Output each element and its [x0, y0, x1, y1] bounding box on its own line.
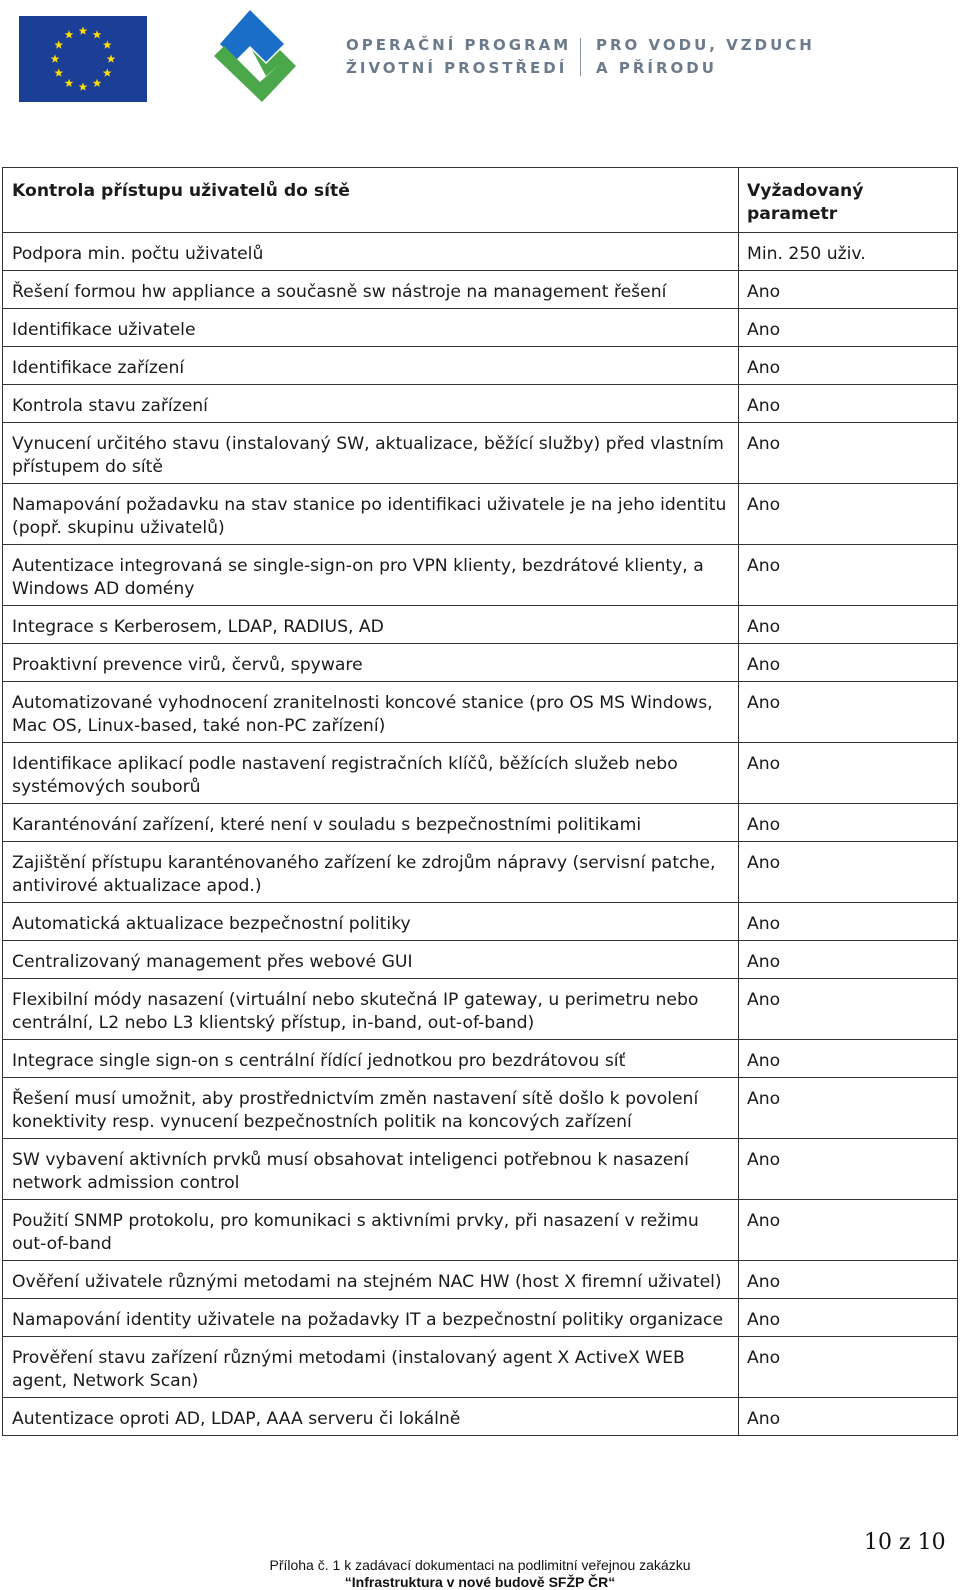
table-row [3, 941, 958, 979]
requirement-label: Řešení musí umožnit, aby prostřednictvím změn nastavení sítě došlo k povolení konektivity resp. vynucení bezpečnostních politik na koncových zařízení [3, 1078, 739, 1139]
requirement-label: Identifikace zařízení [3, 347, 739, 385]
requirement-label: Řešení formou hw appliance a současně sw nástroje na management řešení [3, 271, 739, 309]
requirement-label: Centralizovaný management přes webové GUI [3, 941, 739, 979]
table-row [3, 903, 958, 941]
requirement-label: Namapování identity uživatele na požadavky IT a bezpečnostní politiky organizace [3, 1299, 739, 1337]
eu-flag-logo [19, 16, 147, 102]
requirement-value: Ano [739, 644, 958, 682]
requirement-value: Ano [739, 309, 958, 347]
requirement-label: Prověření stavu zařízení různými metodami (instalovaný agent X ActiveX WEB agent, Network Scan) [3, 1337, 739, 1398]
requirement-label: Použití SNMP protokolu, pro komunikaci s aktivními prvky, při nasazení v režimu out-of-band [3, 1200, 739, 1261]
requirement-label: Proaktivní prevence virů, červů, spyware [3, 644, 739, 682]
requirement-value: Ano [739, 347, 958, 385]
requirement-value: Ano [739, 1299, 958, 1337]
table-row [3, 644, 958, 682]
requirement-label: Zajištění přístupu karanténovaného zařízení ke zdrojům nápravy (servisní patche, antivirové aktualizace apod.) [3, 842, 739, 903]
requirement-value: Ano [739, 1040, 958, 1078]
table-row [3, 606, 958, 644]
requirement-value: Ano [739, 1200, 958, 1261]
table-row [3, 1299, 958, 1337]
requirement-label: Kontrola stavu zařízení [3, 385, 739, 423]
requirement-value: Ano [739, 682, 958, 743]
page-number: 10 z 10 [864, 1530, 946, 1555]
motto-line-2: A PŘÍRODU [596, 59, 717, 77]
requirement-value: Ano [739, 1398, 958, 1436]
table-row [3, 1040, 958, 1078]
requirement-value: Ano [739, 1337, 958, 1398]
table-row [3, 233, 958, 271]
header-value: Vyžadovaný parametr [739, 168, 958, 233]
requirement-label: Identifikace uživatele [3, 309, 739, 347]
header-divider [580, 38, 581, 76]
table-row [3, 1139, 958, 1200]
header-label: Kontrola přístupu uživatelů do sítě [3, 168, 739, 233]
requirement-label: Karanténování zařízení, které není v souladu s bezpečnostními politikami [3, 804, 739, 842]
table-row [3, 347, 958, 385]
requirement-label: Flexibilní módy nasazení (virtuální nebo skutečná IP gateway, u perimetru nebo centrální, L2 nebo L3 klientský přístup, in-band, out-of-band) [3, 979, 739, 1040]
requirement-value: Ano [739, 804, 958, 842]
table-row [3, 271, 958, 309]
page-header [0, 0, 960, 120]
table-row [3, 545, 958, 606]
requirement-value: Ano [739, 1078, 958, 1139]
table-row [3, 979, 958, 1040]
requirement-label: Autentizace integrovaná se single-sign-on pro VPN klienty, bezdrátové klienty, a Windows AD domény [3, 545, 739, 606]
requirement-value: Ano [739, 271, 958, 309]
table-row [3, 1337, 958, 1398]
requirement-value: Ano [739, 423, 958, 484]
requirement-label: Identifikace aplikací podle nastavení registračních klíčů, běžících služeb nebo systémových souborů [3, 743, 739, 804]
requirement-value: Ano [739, 979, 958, 1040]
requirement-label: Podpora min. počtu uživatelů [3, 233, 739, 271]
program-motto [596, 34, 815, 80]
table-row [3, 423, 958, 484]
table-row [3, 1200, 958, 1261]
program-name [346, 34, 571, 80]
table-header-row [3, 168, 958, 233]
requirement-value: Ano [739, 842, 958, 903]
program-line-2: ŽIVOTNÍ PROSTŘEDÍ [346, 59, 568, 77]
requirement-label: Namapování požadavku na stav stanice po identifikaci uživatele je na jeho identitu (popř. skupinu uživatelů) [3, 484, 739, 545]
requirement-value: Ano [739, 903, 958, 941]
requirement-value: Ano [739, 1261, 958, 1299]
requirement-value: Min. 250 uživ. [739, 233, 958, 271]
table-row [3, 1078, 958, 1139]
requirement-label: Vynucení určitého stavu (instalovaný SW, aktualizace, běžící služby) před vlastním přístupem do sítě [3, 423, 739, 484]
table-row [3, 385, 958, 423]
table-row [3, 1398, 958, 1436]
footer-project-title: “Infrastruktura v nové budově SFŽP ČR“ [344, 1574, 616, 1590]
program-line-1: OPERAČNÍ PROGRAM [346, 36, 572, 54]
table-row [3, 743, 958, 804]
requirement-label: Automatizované vyhodnocení zranitelnosti koncové stanice (pro OS MS Windows, Mac OS, Linux-based, také non-PC zařízení) [3, 682, 739, 743]
table-row [3, 309, 958, 347]
motto-line-1: PRO VODU, VZDUCH [596, 36, 815, 54]
requirement-value: Ano [739, 941, 958, 979]
op-zp-logo [200, 6, 325, 106]
requirement-value: Ano [739, 484, 958, 545]
requirement-value: Ano [739, 743, 958, 804]
requirement-value: Ano [739, 606, 958, 644]
requirement-label: Integrace s Kerberosem, LDAP, RADIUS, AD [3, 606, 739, 644]
table-row [3, 842, 958, 903]
requirement-label: Automatická aktualizace bezpečnostní politiky [3, 903, 739, 941]
table-row [3, 1261, 958, 1299]
requirements-table [2, 167, 958, 1436]
requirement-label: SW vybavení aktivních prvků musí obsahovat inteligenci potřebnou k nasazení network admission control [3, 1139, 739, 1200]
requirement-value: Ano [739, 1139, 958, 1200]
requirement-value: Ano [739, 385, 958, 423]
requirement-label: Autentizace oproti AD, LDAP, AAA serveru či lokálně [3, 1398, 739, 1436]
footer-note: Příloha č. 1 k zadávací dokumentaci na podlimitní veřejnou zakázku [269, 1557, 691, 1573]
requirement-label: Integrace single sign-on s centrální řídící jednotkou pro bezdrátovou síť [3, 1040, 739, 1078]
table-row [3, 484, 958, 545]
requirement-label: Ověření uživatele různými metodami na stejném NAC HW (host X firemní uživatel) [3, 1261, 739, 1299]
requirement-value: Ano [739, 545, 958, 606]
table-row [3, 804, 958, 842]
table-row [3, 682, 958, 743]
